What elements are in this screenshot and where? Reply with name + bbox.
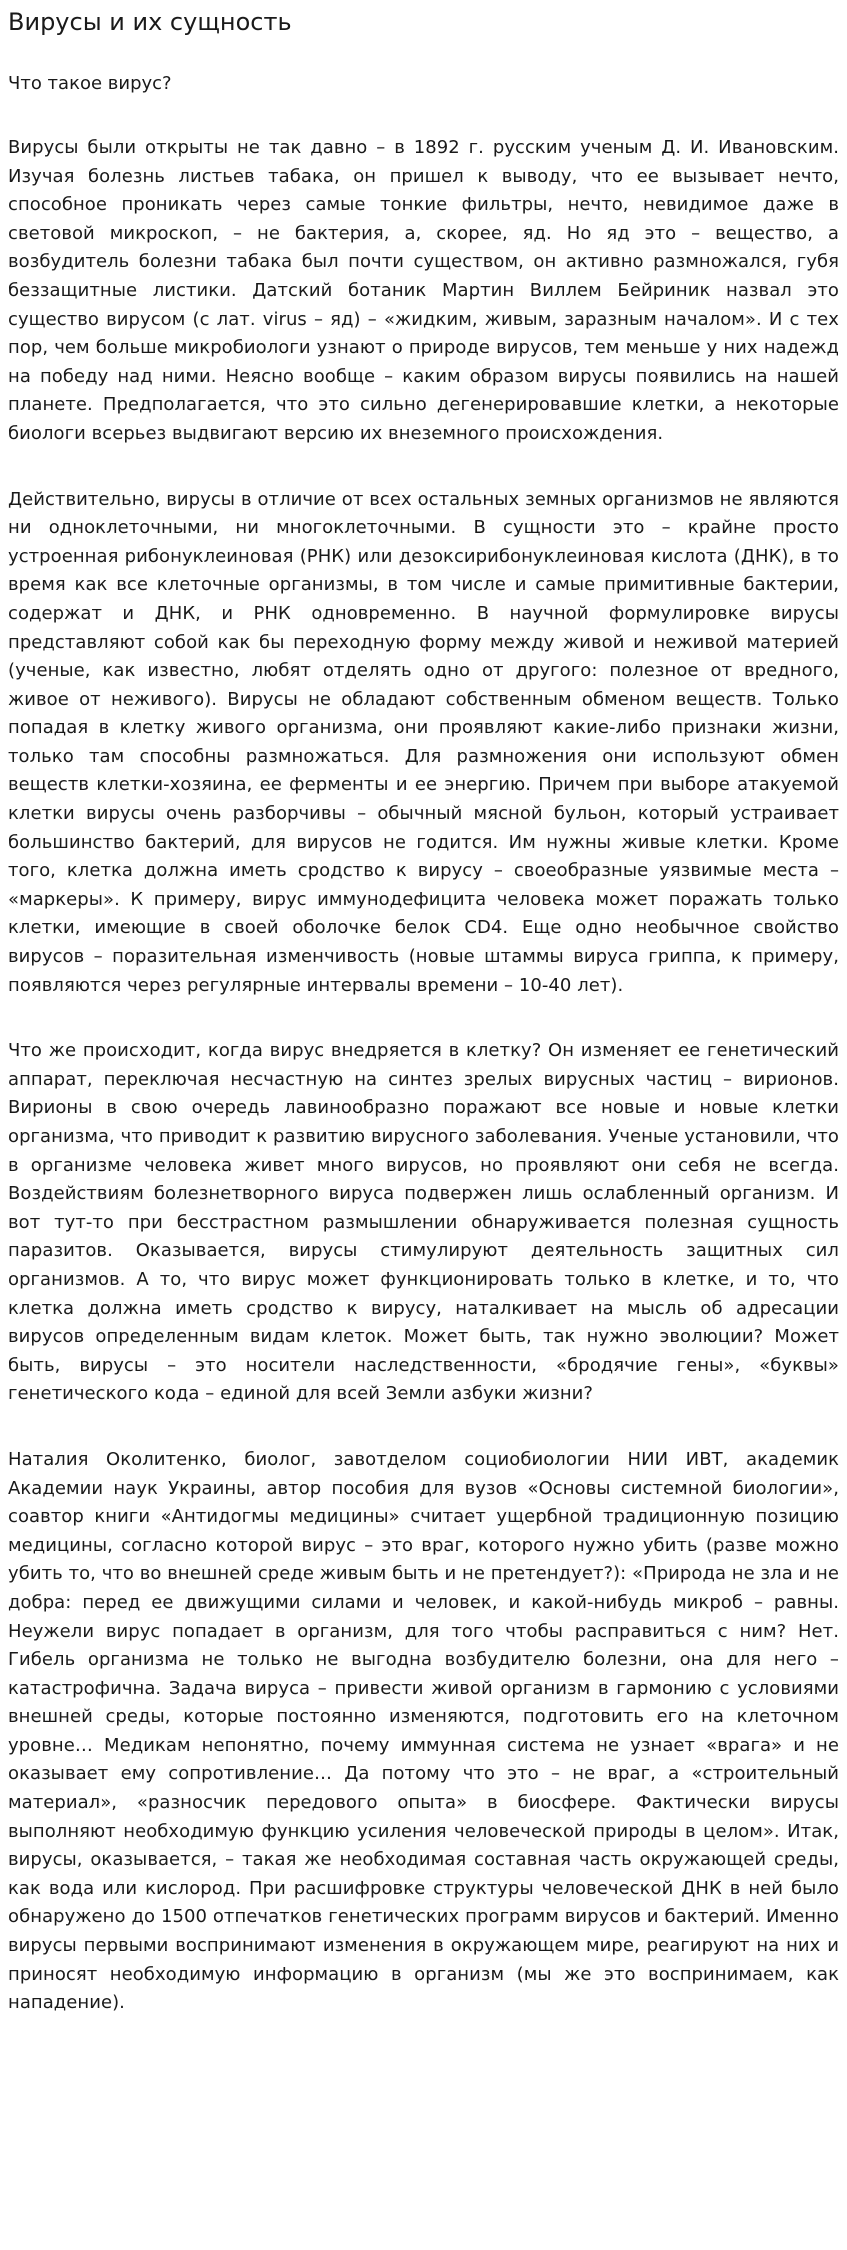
page-title: Вирусы и их сущность: [8, 8, 292, 36]
paragraph-4: Наталия Околитенко, биолог, завотделом социобиологии НИИ ИВТ, академик Академии наук Украины, автор пособия для вузов «Основы системной биологии», соавтор книги «Антидогмы медицины» считает ущербной традиционную позицию медицины, согласно которой вирус – это враг, которого нужно убить (разве можно убить то, что во внешней среде живым быть и не претендует?): «Природа не зла и не добра: перед ее движущими силами и человек, и какой-нибудь микроб – равны. Неужели вирус попадает в организм, для того чтобы расправиться с ним? Нет. Гибель организма не только не выгодна возбудителю болезни, она для него – катастрофична. Задача вируса – привести живой организм в гармонию с условиями внешней среды, которые постоянно изменяются, подготовить его на клеточном уровне… Медикам непонятно, почему иммунная система не узнает «врага» и не оказывает ему сопротивление… Да потому что это – не враг, а «строительный материал», «разносчик передового опыта» в биосфере. Фактически вирусы выполняют необходимую функцию усиления человеческой природы в целом». Итак, вирусы, оказывается, – такая же необходимая составная часть окружающей среды, как вода или кислород. При расшифровке структуры человеческой ДНК в ней было обнаружено до 1500 отпечатков генетических программ вирусов и бактерий. Именно вирусы первыми воспринимают изменения в окружающем мире, реагируют на них и приносят необходимую информацию в организм (мы же это воспринимаем, как нападение).: [8, 1448, 840, 2014]
paragraph-1: Вирусы были открыты не так давно – в 1892 г. русским ученым Д. И. Ивановским. Изучая болезнь листьев табака, он пришел к выводу, что ее вызывает нечто, способное проникать через самые тонкие фильтры, нечто, невидимое даже в световой микроскоп, – не бактерия, а, скорее, яд. Но яд это – вещество, а возбудитель болезни табака был почти существом, он активно размножался, губя беззащитные листики. Датский ботаник Мартин Виллем Бейриник назвал это существо вирусом (с лат. virus – яд) – «жидким, живым, заразным началом». И с тех пор, чем больше микробиологи узнают о природе вирусов, тем меньше у них надежд на победу над ними. Неясно вообще – каким образом вирусы появились на нашей планете. Предполагается, что это сильно дегенерировавшие клетки, а некоторые биологи всерьез выдвигают версию их внеземного происхождения.: [8, 137, 839, 444]
section-heading: Что такое вирус?: [8, 73, 172, 94]
paragraph-2: Действительно, вирусы в отличие от всех остальных земных организмов не являются ни одноклеточными, ни многоклеточными. В сущности это – крайне просто устроенная рибонуклеиновая (РНК) или дезоксирибонуклеиновая кислота (ДНК), в то время как все клеточные организмы, в том числе и самые примитивные бактерии, содержат и ДНК, и РНК одновременно. В научной формулировке вирусы представляют собой как бы переходную форму между живой и неживой материей (ученые, как известно, любят отделять одно от другого: полезное от вредного, живое от неживого). Вирусы не обладают собственным обменом веществ. Только попадая в клетку живого организма, они проявляют какие-либо признаки жизни, только там способны размножаться. Для размножения они используют обмен веществ клетки-хозяина, ее ферменты и ее энергию. Причем при выборе атакуемой клетки вирусы очень разборчивы – обычный мясной бульон, который устраивает большинство бактерий, для вирусов не годится. Им нужны живые клетки. Кроме того, клетка должна иметь сродство к вирусу – своеобразные уязвимые места – «маркеры». К примеру, вирус иммунодефицита человека может поражать только клетки, имеющие в своей оболочке белок CD4. Еще одно необычное свойство вирусов – поразительная изменчивость (новые штаммы вируса гриппа, к примеру, появляются через регулярные интервалы времени – 10-40 лет).: [8, 488, 839, 996]
paragraph-3: Что же происходит, когда вирус внедряется в клетку? Он изменяет ее генетический аппарат, переключая несчастную на синтез зрелых вирусных частиц – вирионов. Вирионы в свою очередь лавинообразно поражают все новые и новые клетки организма, что приводит к развитию вирусного заболевания. Ученые установили, что в организме человека живет много вирусов, но проявляют они себя не всегда. Воздействиям болезнетворного вируса подвержен лишь ослабленный организм. И вот тут-то при бесстрастном размышлении обнаруживается полезная сущность паразитов. Оказывается, вирусы стимулируют деятельность защитных сил организмов. А то, что вирус может функционировать только в клетке, и то, что клетка должна иметь сродство к вирусу, наталкивает на мысль об адресации вирусов определенным видам клеток. Может быть, так нужно эволюции? Может быть, вирусы – это носители наследственности, «бродячие гены», «буквы» генетического кода – единой для всей Земли азбуки жизни?: [8, 1040, 839, 1405]
